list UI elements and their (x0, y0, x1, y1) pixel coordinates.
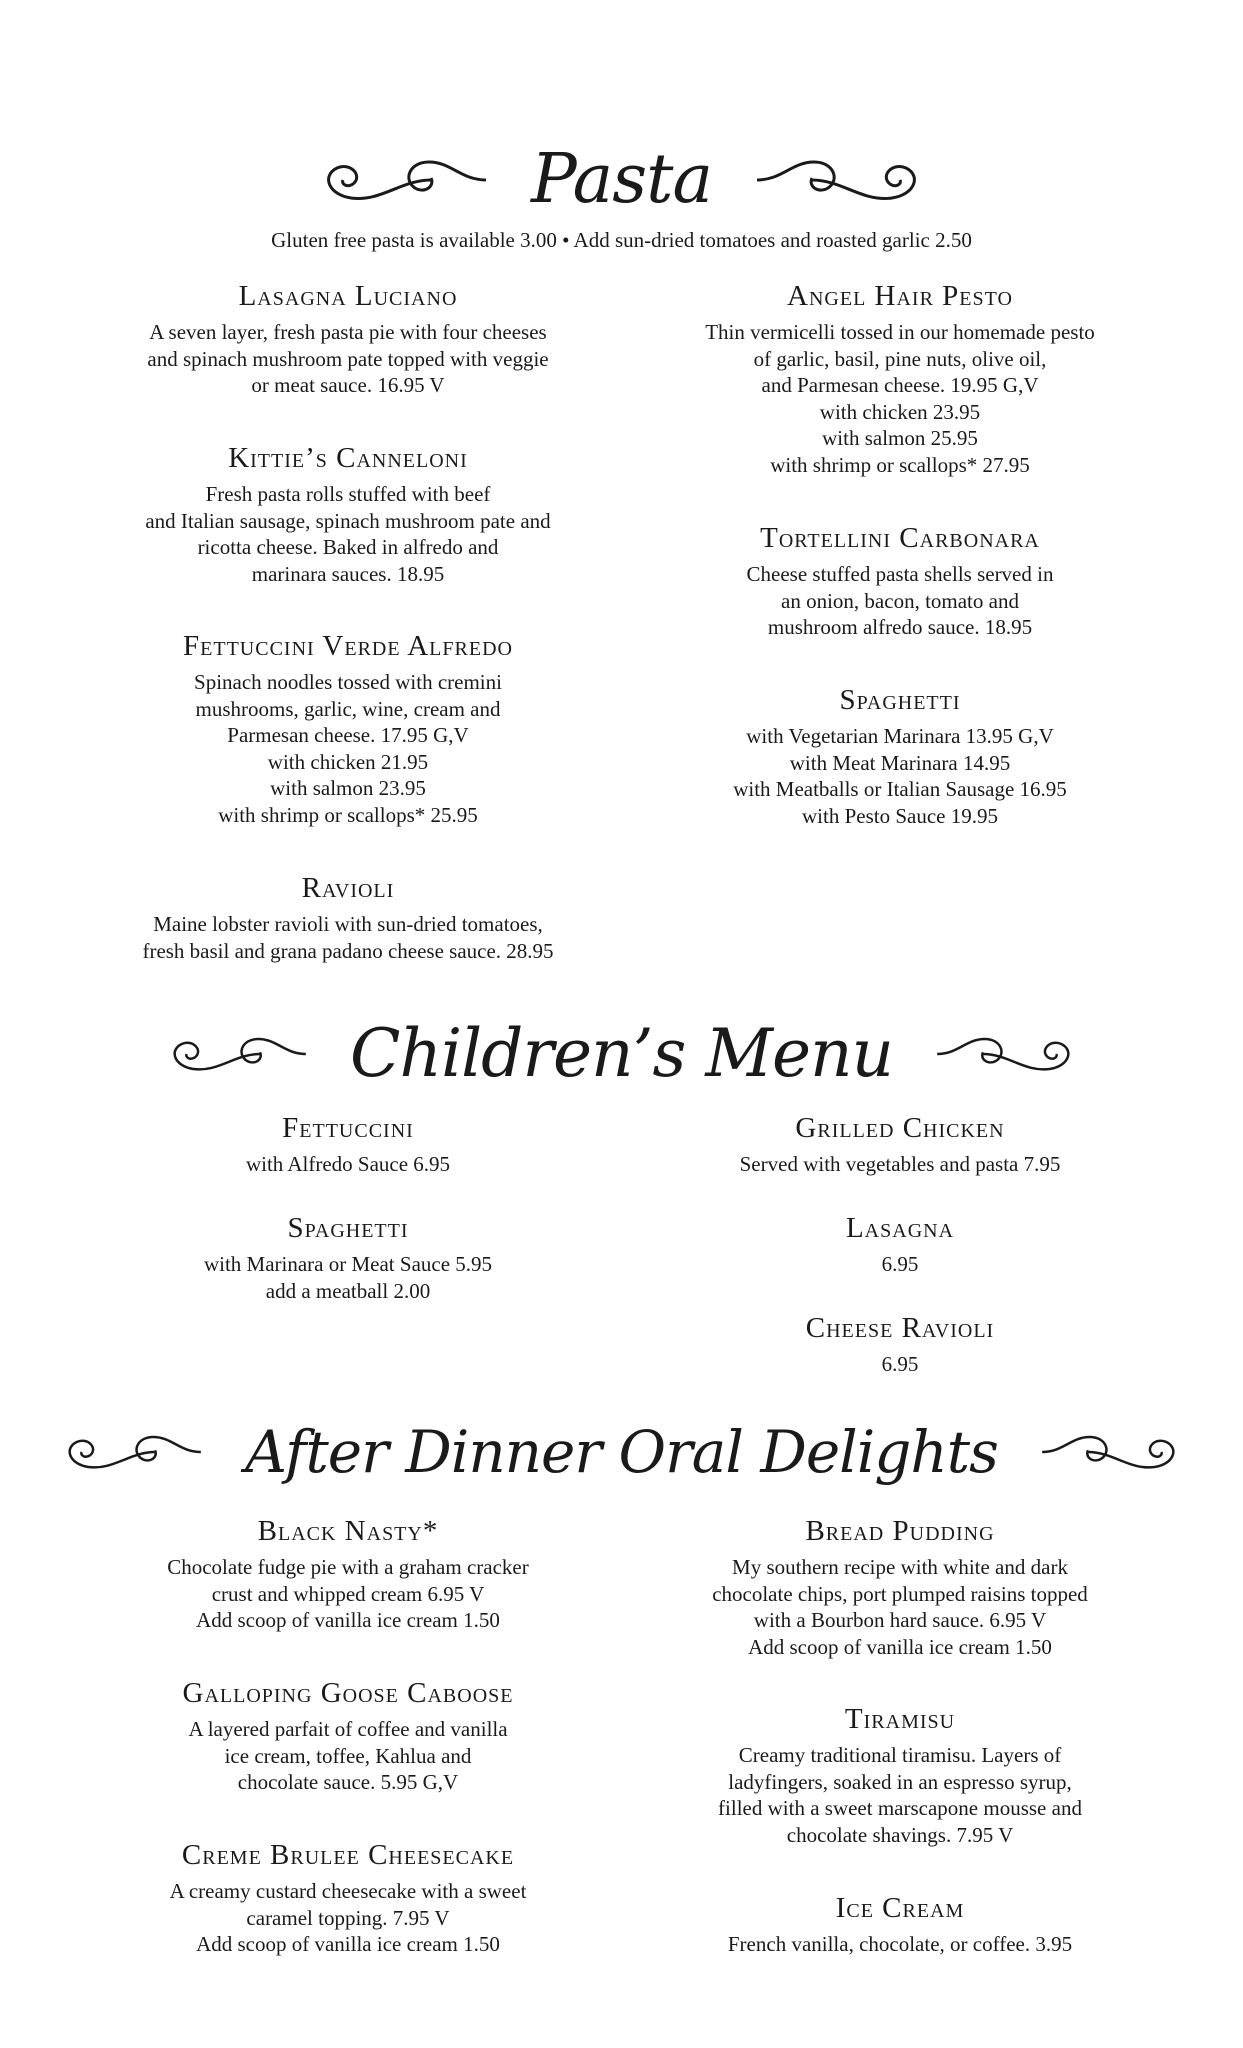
item-name: Tortellini Carbonara (760, 522, 1040, 554)
item-name: Lasagna (845, 1212, 955, 1244)
item-name: Lasagna Luciano (238, 280, 458, 312)
menu-item-galloping-goose-caboose (88, 1677, 608, 1796)
menu-item-tortellini-carbonara (640, 522, 1160, 641)
menu-item-kids-cheese-ravioli (640, 1312, 1160, 1378)
left-flourish-icon (311, 150, 491, 210)
menu-item-kitties-canneloni (88, 442, 608, 587)
menu-item-bread-pudding (640, 1515, 1160, 1660)
item-description: Chocolate fudge pie with a graham cracker crust and whipped cream 6.95 V Add scoop of vanilla ice cream 1.50 (167, 1555, 529, 1632)
pasta-header (0, 140, 1243, 219)
menu-item-kids-lasagna (640, 1212, 1160, 1278)
section-title-desserts: After Dinner Oral Delights (245, 1418, 998, 1486)
item-description: A creamy custard cheesecake with a sweet caramel topping. 7.95 V Add scoop of vanilla ice cream 1.50 (169, 1879, 527, 1956)
item-description: 6.95 (881, 1252, 919, 1276)
section-title-childrens-menu: Children’s Menu (349, 1015, 894, 1092)
item-description: Spinach noodles tossed with cremini mushrooms, garlic, wine, cream and Parmesan cheese. 17.95 G,V with chicken 21.95 with salmon 23.95 with shrimp or scallops* 25.95 (194, 670, 502, 827)
menu-item-fettuccini-verde-alfredo (88, 630, 608, 828)
item-name: Fettuccini (282, 1112, 414, 1144)
item-name: Ice Cream (835, 1892, 965, 1924)
item-name: Galloping Goose Caboose (182, 1677, 514, 1709)
item-description: 6.95 (881, 1352, 919, 1376)
item-description: My southern recipe with white and dark chocolate chips, port plumped raisins topped with a Bourbon hard sauce. 6.95 V Add scoop of vanilla ice cream 1.50 (712, 1555, 1088, 1659)
menu-item-ravioli (88, 872, 608, 964)
item-name: Grilled Chicken (795, 1112, 1005, 1144)
item-name: Creme Brulee Cheesecake (181, 1839, 515, 1871)
menu-item-spaghetti (640, 684, 1160, 829)
right-flourish-icon (752, 150, 932, 210)
item-name: Tiramisu (844, 1703, 956, 1735)
item-description: with Vegetarian Marinara 13.95 G,V with Meat Marinara 14.95 with Meatballs or Italian Sausage 16.95 with Pesto Sauce 19.95 (733, 724, 1067, 828)
item-name: Angel Hair Pesto (787, 280, 1013, 312)
right-flourish-icon (1038, 1422, 1188, 1482)
menu-item-lasagna-luciano (88, 280, 608, 399)
menu-item-ice-cream (640, 1892, 1160, 1958)
item-description: Fresh pasta rolls stuffed with beef and Italian sausage, spinach mushroom pate and ricotta cheese. Baked in alfredo and marinara sauces. 18.95 (145, 482, 551, 586)
left-flourish-icon (55, 1422, 205, 1482)
item-description: with Alfredo Sauce 6.95 (245, 1152, 451, 1176)
item-description: A layered parfait of coffee and vanilla ice cream, toffee, Kahlua and chocolate sauce. 5.95 G,V (188, 1717, 508, 1794)
item-name: Bread Pudding (805, 1515, 995, 1547)
desserts-header (0, 1418, 1243, 1486)
item-name: Cheese Ravioli (805, 1312, 995, 1344)
item-name: Kittie’s Canneloni (228, 442, 468, 474)
pasta-note: Gluten free pasta is available 3.00 • Add sun-dried tomatoes and roasted garlic 2.50 (271, 228, 972, 252)
item-description: Cheese stuffed pasta shells served in an onion, bacon, tomato and mushroom alfredo sauce. 18.95 (746, 562, 1054, 639)
item-name: Black Nasty* (257, 1515, 439, 1547)
item-description: Thin vermicelli tossed in our homemade pesto of garlic, basil, pine nuts, olive oil, and Parmesan cheese. 19.95 G,V with chicken 23.95 with salmon 25.95 with shrimp or scallops* 27.95 (705, 320, 1095, 477)
section-title-pasta: Pasta (530, 140, 712, 219)
menu-item-kids-grilled-chicken (640, 1112, 1160, 1178)
left-flourish-icon (160, 1024, 310, 1084)
childrens-menu-header (0, 1015, 1243, 1092)
menu-item-creme-brulee-cheesecake (88, 1839, 608, 1958)
item-name: Spaghetti (839, 684, 961, 716)
menu-item-black-nasty (88, 1515, 608, 1634)
item-description: with Marinara or Meat Sauce 5.95 add a meatball 2.00 (203, 1252, 493, 1303)
menu-item-kids-spaghetti (88, 1212, 608, 1304)
menu-item-angel-hair-pesto (640, 280, 1160, 478)
item-description: Maine lobster ravioli with sun-dried tomatoes, fresh basil and grana padano cheese sauce. 28.95 (142, 912, 554, 963)
menu-item-tiramisu (640, 1703, 1160, 1848)
menu-item-kids-fettuccini (88, 1112, 608, 1178)
item-name: Ravioli (301, 872, 395, 904)
item-name: Spaghetti (287, 1212, 409, 1244)
right-flourish-icon (933, 1024, 1083, 1084)
item-name: Fettuccini Verde Alfredo (183, 630, 513, 662)
item-description: French vanilla, chocolate, or coffee. 3.95 (727, 1932, 1073, 1956)
item-description: Served with vegetables and pasta 7.95 (739, 1152, 1061, 1176)
item-description: A seven layer, fresh pasta pie with four cheeses and spinach mushroom pate topped with veggie or meat sauce. 16.95 V (147, 320, 549, 397)
item-description: Creamy traditional tiramisu. Layers of ladyfingers, soaked in an espresso syrup, filled with a sweet marscapone mousse and chocolate shavings. 7.95 V (718, 1743, 1082, 1847)
